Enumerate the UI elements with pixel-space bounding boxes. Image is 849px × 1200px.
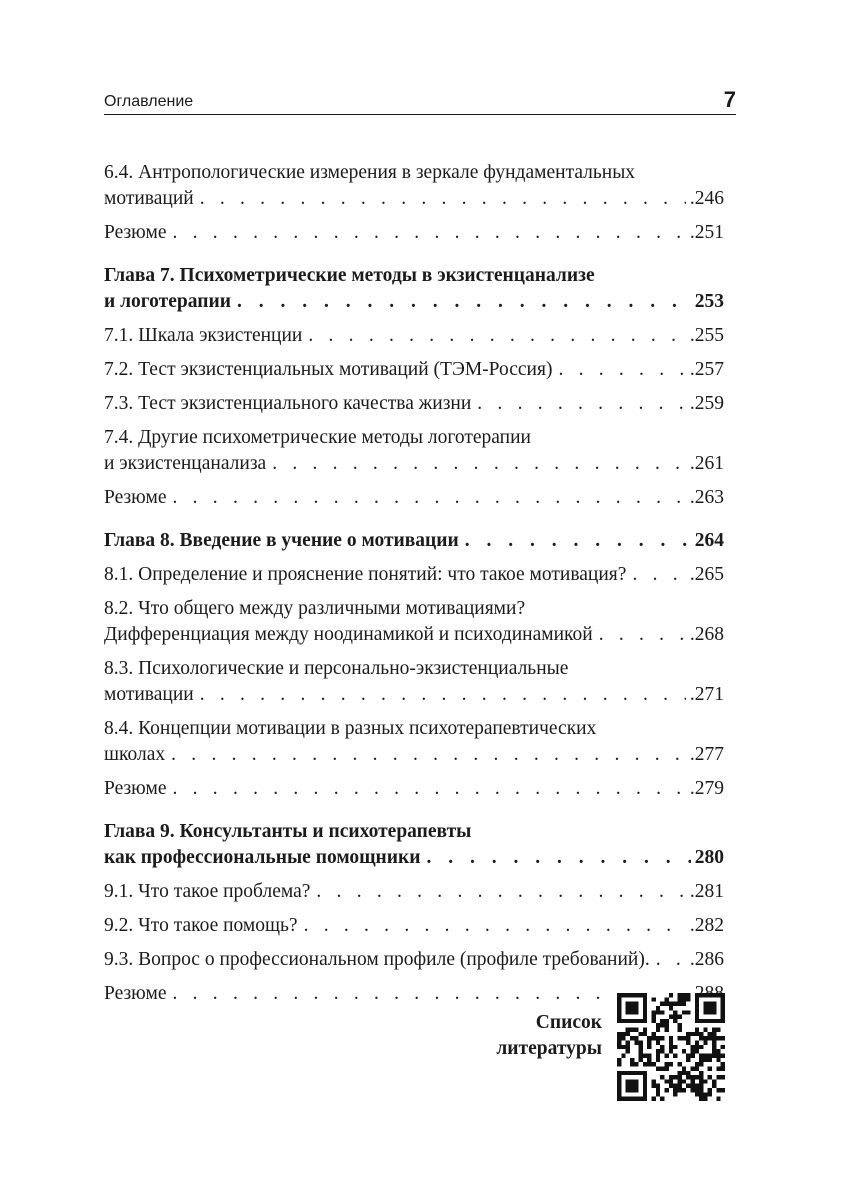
toc-chapter-entry[interactable]	[104, 528, 724, 554]
toc-entry-last-line	[104, 391, 724, 417]
toc-entry-title-line: Резюме	[104, 222, 167, 243]
toc-page-number: 280	[694, 847, 724, 868]
toc-entry-last-line	[104, 289, 724, 315]
toc-entry-last-line	[104, 323, 724, 349]
toc-page-number: 253	[694, 291, 724, 312]
table-of-contents	[104, 160, 724, 1015]
toc-section-entry[interactable]	[104, 220, 724, 246]
toc-entry-title-line: Дифференциация между ноодинамикой и психодинамикой	[104, 624, 593, 645]
toc-page-number: .257	[689, 359, 724, 380]
toc-entry-last-line	[104, 742, 724, 768]
toc-entry-last-line	[104, 451, 724, 477]
toc-page-number: .281	[689, 881, 724, 902]
toc-section-entry[interactable]	[104, 776, 724, 802]
dot-leader	[308, 323, 686, 349]
toc-page-number: 264	[694, 530, 724, 551]
toc-section-entry[interactable]	[104, 879, 724, 905]
toc-entry-title-line: 9.1. Что такое проблема?	[104, 881, 311, 902]
toc-entry-last-line	[104, 186, 724, 212]
dot-leader	[599, 622, 686, 648]
toc-section-entry[interactable]	[104, 160, 724, 212]
toc-page-number: .265	[689, 564, 724, 585]
toc-chapter-entry[interactable]	[104, 819, 724, 871]
dot-leader	[237, 289, 691, 315]
dot-leader	[200, 186, 686, 212]
toc-section-entry[interactable]	[104, 391, 724, 417]
toc-section-entry[interactable]	[104, 323, 724, 349]
dot-leader	[465, 528, 691, 554]
toc-page-number: .271	[689, 684, 724, 705]
toc-section-entry[interactable]	[104, 656, 724, 708]
toc-section-entry[interactable]	[104, 913, 724, 939]
running-header	[104, 88, 736, 115]
toc-section-entry[interactable]	[104, 596, 724, 648]
toc-entry-last-line	[104, 913, 724, 939]
toc-entry-last-line	[104, 776, 724, 802]
toc-page-number: .279	[689, 778, 724, 799]
dot-leader	[477, 391, 686, 417]
toc-entry-title-line: мотиваций	[104, 188, 194, 209]
toc-entry-title-line: 7.4. Другие психометрические методы логотерапии	[104, 427, 531, 448]
dot-leader	[316, 879, 685, 905]
dot-leader	[173, 220, 686, 246]
bibliography-label-line: литературы	[496, 1038, 602, 1059]
toc-entry-title-line: и логотерапии	[104, 291, 231, 312]
toc-entry-title-line: Глава 9. Консультанты и психотерапевты	[104, 821, 472, 842]
toc-page-number: .263	[689, 487, 724, 508]
toc-entry-last-line	[104, 528, 724, 554]
toc-entry-last-line	[104, 562, 724, 588]
toc-section-entry[interactable]	[104, 425, 724, 477]
dot-leader	[304, 913, 686, 939]
toc-entry-title-line: 6.4. Антропологические измерения в зеркале фундаментальных	[104, 162, 636, 183]
toc-page-number: .261	[689, 453, 724, 474]
dot-leader	[656, 947, 686, 973]
toc-page-number: .277	[689, 744, 724, 765]
toc-entry-title-line: 7.3. Тест экзистенциального качества жизни	[104, 393, 472, 414]
toc-entry-title-line: 8.3. Психологические и персонально-экзистенциальные	[104, 658, 569, 679]
toc-page-number: .246	[689, 188, 724, 209]
toc-page-number: .286	[689, 949, 724, 970]
toc-entry-title-line: Глава 8. Введение в учение о мотивации	[104, 530, 459, 551]
toc-entry-title-line: как профессиональные помощники	[104, 847, 421, 868]
toc-entry-last-line	[104, 220, 724, 246]
dot-leader	[272, 451, 686, 477]
toc-section-entry[interactable]	[104, 357, 724, 383]
toc-section-entry[interactable]	[104, 947, 724, 973]
qr-code-icon[interactable]	[617, 993, 725, 1101]
dot-leader	[558, 357, 685, 383]
toc-entry-title-line: школах	[104, 744, 166, 765]
toc-entry-title-line: Резюме	[104, 983, 167, 1004]
toc-section-entry[interactable]	[104, 485, 724, 511]
dot-leader	[427, 845, 691, 871]
toc-entry-last-line	[104, 357, 724, 383]
toc-entry-title-line: и экзистенцанализа	[104, 453, 267, 474]
dot-leader	[173, 485, 686, 511]
toc-page-number: .268	[689, 624, 724, 645]
dot-leader	[173, 981, 686, 1007]
toc-chapter-entry[interactable]	[104, 263, 724, 315]
dot-leader	[200, 682, 686, 708]
toc-entry-title-line: 8.2. Что общего между различными мотивациями?	[104, 598, 526, 619]
toc-entry-title-line: 7.1. Шкала экзистенции	[104, 325, 303, 346]
toc-entry-last-line	[104, 947, 724, 973]
bibliography-label-line: Список	[535, 1012, 602, 1033]
toc-entry-title-line: 9.2. Что такое помощь?	[104, 915, 298, 936]
toc-entry-title-line: 7.2. Тест экзистенциальных мотиваций (ТЭМ-Россия)	[104, 359, 553, 380]
toc-section-entry[interactable]	[104, 562, 724, 588]
toc-entry-title-line: 8.1. Определение и прояснение понятий: что такое мотивация?	[104, 564, 627, 585]
toc-page-number: .282	[689, 915, 724, 936]
toc-page-number: .259	[689, 393, 724, 414]
bibliography-label[interactable]	[480, 1010, 602, 1062]
toc-entry-title-line: 8.4. Концепции мотивации в разных психотерапевтических	[104, 718, 597, 739]
toc-entry-title-line: мотивации	[104, 684, 194, 705]
toc-entry-title-line: Глава 7. Психометрические методы в экзистенцанализе	[104, 265, 595, 286]
toc-entry-last-line	[104, 845, 724, 871]
toc-page-number: .255	[689, 325, 724, 346]
dot-leader	[632, 562, 685, 588]
dot-leader	[173, 776, 686, 802]
toc-entry-last-line	[104, 485, 724, 511]
toc-entry-title-line: Резюме	[104, 778, 167, 799]
header-page-number: 7	[723, 87, 736, 112]
header-section-title: Оглавление	[104, 93, 194, 110]
toc-entry-last-line	[104, 622, 724, 648]
dot-leader	[171, 742, 686, 768]
toc-entry-title-line: 9.3. Вопрос о профессиональном профиле (профиле требований).	[104, 949, 650, 970]
toc-entry-last-line	[104, 682, 724, 708]
toc-section-entry[interactable]	[104, 716, 724, 768]
toc-entry-title-line: Резюме	[104, 487, 167, 508]
toc-entry-last-line	[104, 879, 724, 905]
toc-page-number: .251	[689, 222, 724, 243]
